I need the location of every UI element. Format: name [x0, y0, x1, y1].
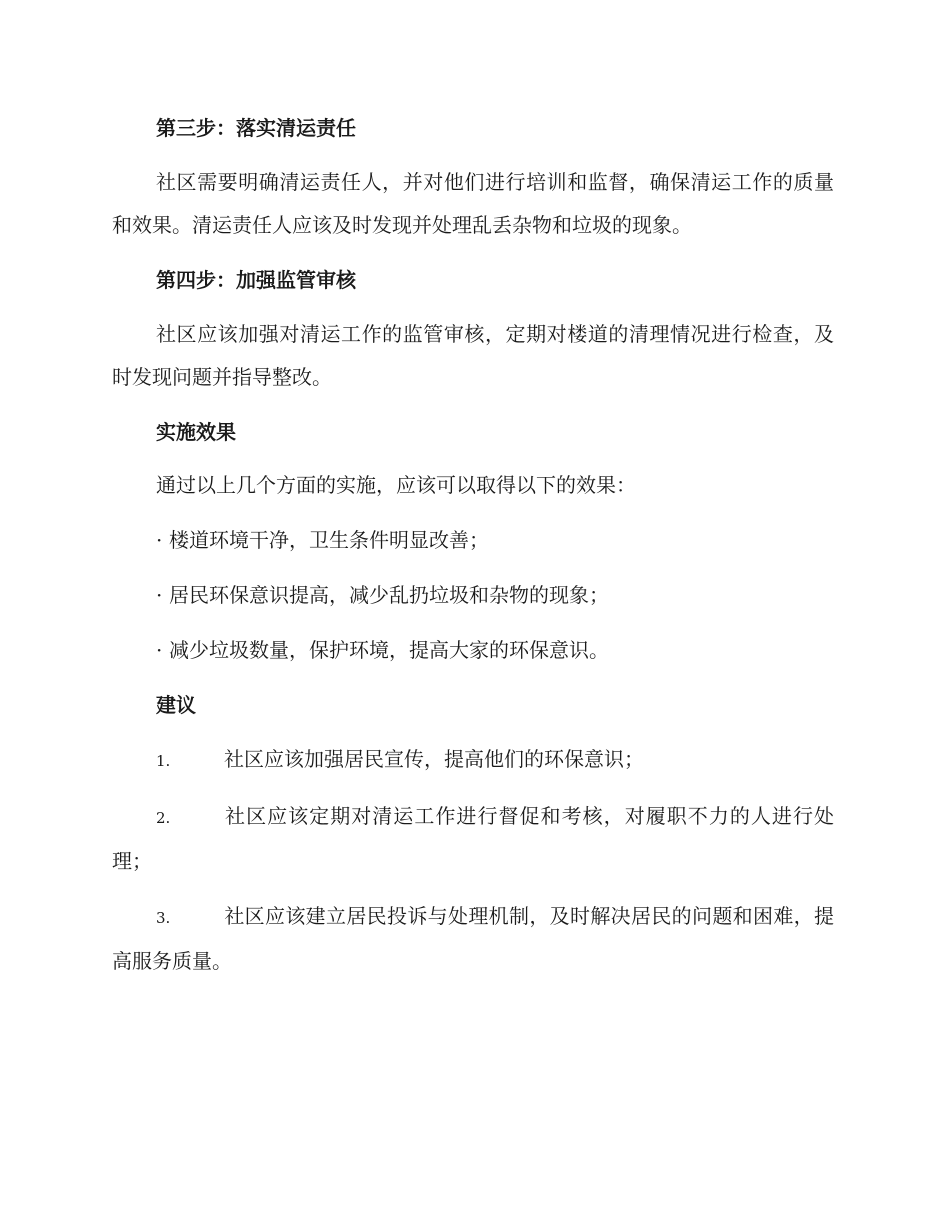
suggestion-text: 社区应该定期对清运工作进行督促和考核，对履职不力的人进行处理；: [112, 804, 834, 873]
bullet-text: 居民环保意识提高，减少乱扔垃圾和杂物的现象；: [169, 583, 609, 607]
bullet-text: 楼道环境干净，卫生条件明显改善；: [169, 528, 489, 552]
suggestion-item: [112, 738, 834, 783]
bullet-text: 减少垃圾数量，保护环境，提高大家的环保意识。: [169, 638, 609, 662]
effects-heading: 实施效果: [156, 420, 236, 444]
step-three-heading: 第三步：落实清运责任: [156, 116, 356, 140]
suggestion-number: 2.: [156, 809, 171, 827]
bullet-symbol: ·: [156, 583, 163, 607]
suggestions-heading: 建议: [156, 693, 196, 717]
step-four-heading: 第四步：加强监管审核: [156, 268, 356, 292]
bullet-symbol: ·: [156, 528, 163, 552]
step-four-paragraph: 社区应该加强对清运工作的监管审核，定期对楼道的清理情况进行检查，及时发现问题并指导整改。: [112, 322, 834, 389]
effects-bullet-item: [112, 630, 834, 670]
effects-bullet-item: [112, 520, 834, 560]
suggestion-text: 社区应该加强居民宣传，提高他们的环保意识；: [224, 747, 644, 771]
effects-bullet-item: [112, 575, 834, 615]
suggestion-number: 1.: [156, 752, 171, 770]
effects-intro: 通过以上几个方面的实施，应该可以取得以下的效果：: [156, 473, 636, 497]
suggestion-item: [112, 895, 834, 983]
step-three-paragraph: 社区需要明确清运责任人，并对他们进行培训和监督，确保清运工作的质量和效果。清运责任人应该及时发现并处理乱丢杂物和垃圾的现象。: [112, 170, 834, 237]
suggestion-text: 社区应该建立居民投诉与处理机制，及时解决居民的问题和困难，提高服务质量。: [112, 904, 834, 973]
suggestion-item: [112, 795, 834, 883]
suggestion-number: 3.: [156, 909, 171, 927]
document-page: [112, 108, 834, 995]
bullet-symbol: ·: [156, 638, 163, 662]
